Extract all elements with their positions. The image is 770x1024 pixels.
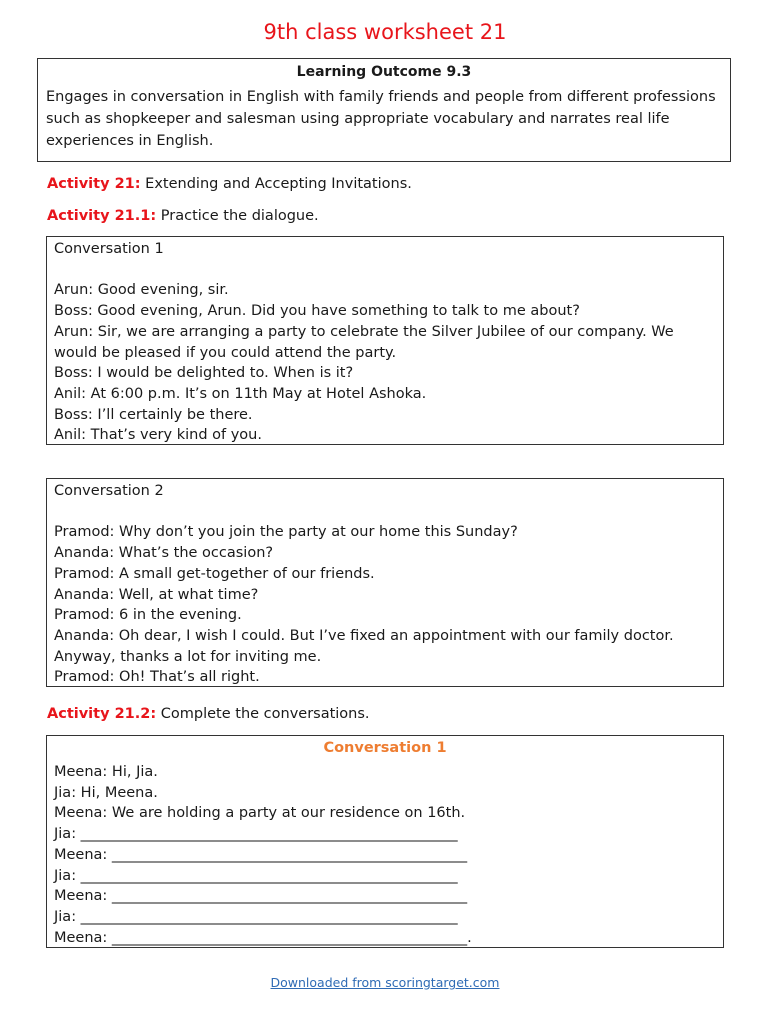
dialogue-line: Ananda: Oh dear, I wish I could. But I’ve fixed an appointment with our family doctor. [54, 627, 674, 644]
blank-answer-line: Meena: _________________________________________________. [54, 929, 472, 946]
worksheet-title: 9th class worksheet 21 [263, 20, 507, 44]
dialogue-line: Meena: We are holding a party at our residence on 16th. [54, 805, 466, 822]
activity-21-2 [47, 704, 370, 724]
blank-answer-line: Jia: ____________________________________________________ [54, 908, 458, 925]
dialogue-line: Meena: Hi, Jia. [54, 764, 158, 780]
conversation-1-box [46, 236, 724, 445]
conversation-2-box [46, 478, 724, 687]
dialogue-line: Pramod: A small get-together of our friends. [54, 565, 375, 582]
dialogue-line: Pramod: Why don’t you join the party at our home this Sunday? [54, 524, 518, 541]
learning-outcome-box [37, 58, 731, 162]
dialogue-line: Anil: That’s very kind of you. [54, 427, 262, 444]
dialogue-line: Ananda: What’s the occasion? [54, 545, 274, 562]
complete-conversation-heading: Conversation 1 [323, 740, 447, 756]
learning-outcome-text: Engages in conversation in English with family friends and people from different professions such as shopkeeper and salesman using appropriate vocabulary and narrates real life experiences in English. [46, 89, 716, 149]
dialogue-line: Anyway, thanks a lot for inviting me. [54, 648, 322, 665]
dialogue-line: Anil: At 6:00 p.m. It’s on 11th May at Hotel Ashoka. [54, 385, 427, 402]
dialogue-line: Boss: I would be delighted to. When is it? [54, 365, 354, 382]
footer-source-link[interactable]: Downloaded from scoringtarget.com [270, 975, 500, 990]
learning-outcome-heading: Learning Outcome 9.3 [296, 64, 472, 80]
dialogue-line: Ananda: Well, at what time? [54, 586, 259, 603]
blank-answer-line: Meena: _________________________________________________ [54, 888, 468, 905]
activity-21-2-text: Complete the conversations. [156, 706, 370, 722]
activity-21-text: Extending and Accepting Invitations. [140, 176, 412, 192]
dialogue-line: Arun: Good evening, sir. [54, 282, 229, 299]
dialogue-line: Jia: Hi, Meena. [54, 784, 158, 801]
dialogue-line: Pramod: Oh! That’s all right. [54, 669, 260, 686]
dialogue-line: Arun: Sir, we are arranging a party to celebrate the Silver Jubilee of our company. We would be pleased if you could attend the party. [54, 323, 679, 361]
activity-21-1-text: Practice the dialogue. [156, 208, 319, 224]
dialogue-line: Boss: I’ll certainly be there. [54, 406, 253, 423]
blank-answer-line: Jia: ____________________________________________________ [54, 867, 458, 884]
activity-21-label: Activity 21: [47, 176, 141, 192]
dialogue-line: Pramod: 6 in the evening. [54, 607, 242, 624]
activity-21 [47, 174, 412, 194]
activity-21-2-label: Activity 21.2: [47, 706, 157, 722]
blank-answer-line: Meena: _________________________________________________ [54, 846, 468, 863]
activity-21-1 [47, 206, 319, 226]
dialogue-line: Boss: Good evening, Arun. Did you have something to talk to me about? [54, 303, 580, 320]
blank-answer-line: Jia: ____________________________________________________ [54, 826, 458, 843]
activity-21-1-label: Activity 21.1: [47, 208, 157, 224]
conversation-1-heading: Conversation 1 [54, 241, 164, 257]
complete-conversation-box [46, 735, 724, 948]
conversation-2-heading: Conversation 2 [54, 483, 164, 499]
